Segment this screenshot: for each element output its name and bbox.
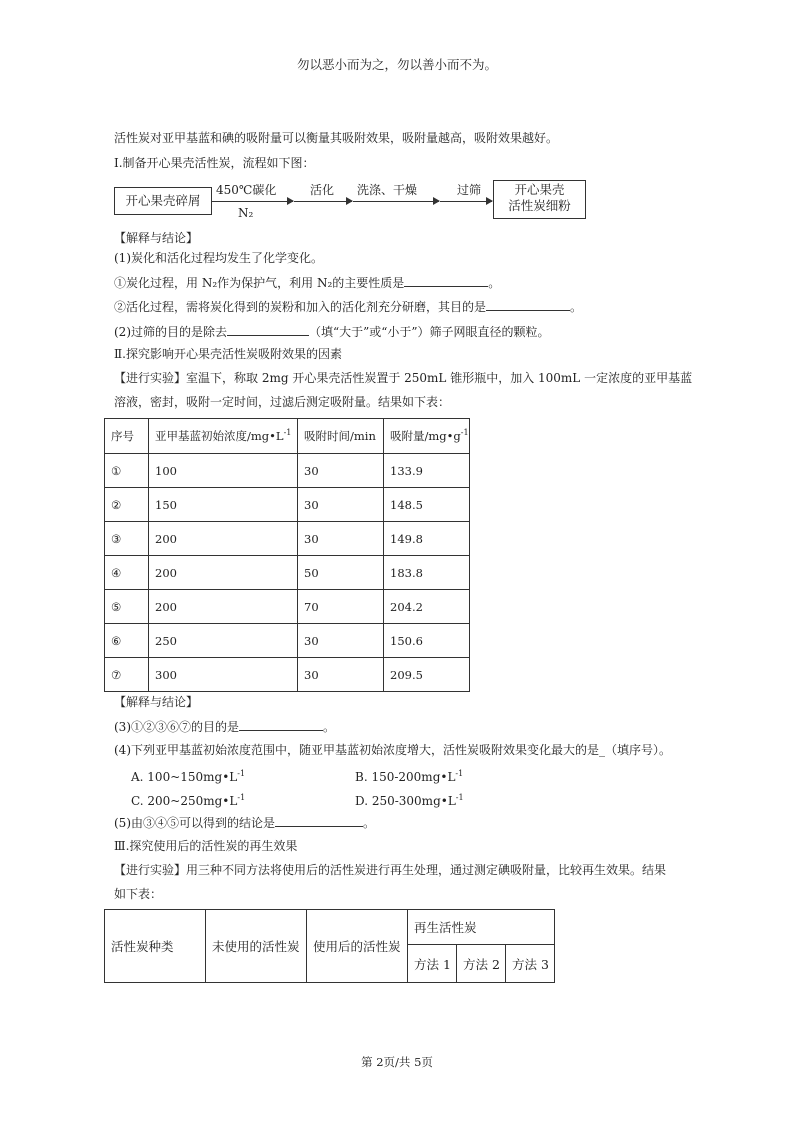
table-cell: ⑥ — [105, 624, 149, 658]
option-a[interactable] — [131, 766, 245, 785]
question-4: (4)下列亚甲基蓝初始浓度范围中，随亚甲基蓝初始浓度增大，活性炭吸附效果变化最大的是_（填序号）。 — [114, 743, 672, 757]
experiment-1-line-2: 溶液，密封，吸附一定时间，过滤后测定吸附量。结果如下表： — [114, 395, 451, 409]
option-c-text: C. 200~250mg•L — [131, 794, 238, 808]
table-cell: 150 — [149, 488, 298, 522]
table-cell: 70 — [298, 590, 384, 624]
flow-arrow-1 — [211, 201, 293, 202]
option-d-text: D. 250-300mg•L — [355, 794, 456, 808]
experiment-2-line-2: 如下表： — [114, 887, 163, 901]
question-2 — [114, 323, 550, 340]
table-row — [105, 522, 470, 556]
option-a-text: A. 100~150mg•L — [131, 770, 238, 784]
table-cell: 30 — [298, 624, 384, 658]
flow-arrow-3 — [353, 201, 439, 202]
option-d-sup: -1 — [455, 793, 464, 802]
header-index: 序号 — [105, 419, 149, 454]
option-b-sup: -1 — [455, 769, 464, 778]
question-1a-text: ①炭化过程，用 N₂作为保护气，利用 N₂的主要性质是 — [114, 276, 405, 290]
question-2-text-before: (2)过筛的目的是除去 — [114, 325, 227, 339]
flow-step3-label: 洗涤、干燥 — [357, 183, 418, 197]
flow-arrow-2 — [294, 201, 352, 202]
flow-end-box — [493, 180, 586, 219]
header-carbon-type: 活性炭种类 — [105, 910, 206, 983]
table-row — [105, 454, 470, 488]
table-row — [105, 488, 470, 522]
flow-start-box: 开心果壳碎屑 — [114, 187, 212, 215]
table-cell: ③ — [105, 522, 149, 556]
header-adsorption-text: 吸附量/mg•g — [390, 429, 461, 443]
option-b-text: B. 150-200mg•L — [355, 770, 456, 784]
page-footer: 第 2页/共 5页 — [361, 1055, 433, 1069]
table-row — [105, 590, 470, 624]
experiment-1-line-1: 【进行实验】室温下，称取 2mg 开心果壳活性炭置于 250mL 锥形瓶中，加入 100mL 一定浓度的亚甲基蓝 — [114, 371, 693, 385]
table-cell: 200 — [149, 522, 298, 556]
header-used-carbon: 使用后的活性炭 — [307, 910, 408, 983]
header-concentration — [149, 419, 298, 454]
answer-blank-3[interactable] — [239, 718, 323, 731]
table-cell: 30 — [298, 522, 384, 556]
table-cell: 100 — [149, 454, 298, 488]
table-cell: ⑦ — [105, 658, 149, 692]
question-5-text: (5)由③④⑤可以得到的结论是 — [114, 816, 275, 830]
question-1a: ①炭化过程，用 N₂作为保护气，利用 N₂的主要性质是 。 — [114, 276, 501, 290]
flow-step2-label: 活化 — [310, 183, 335, 197]
header-adsorption — [384, 419, 470, 454]
question-1b: ②活化过程，需将炭化得到的炭粉和加入的活化剂充分研磨，其目的是 。 — [114, 300, 583, 314]
question-1b-text: ②活化过程，需将炭化得到的炭粉和加入的活化剂充分研磨，其目的是 — [114, 300, 487, 314]
adsorption-results-table — [104, 418, 470, 692]
option-c-sup: -1 — [237, 793, 246, 802]
table-cell: 149.8 — [384, 522, 470, 556]
header-concentration-text: 亚甲基蓝初始浓度/mg•L — [155, 429, 284, 443]
header-method-2: 方法 2 — [457, 945, 506, 983]
table-cell: 133.9 — [384, 454, 470, 488]
table-cell: ① — [105, 454, 149, 488]
table-cell: 150.6 — [384, 624, 470, 658]
table-row — [105, 658, 470, 692]
page-header-motto: 勿以恶小而为之，勿以善小而不为。 — [296, 57, 497, 72]
table-row — [105, 624, 470, 658]
option-c[interactable] — [131, 790, 245, 809]
conclusion-heading-1: 【解释与结论】 — [114, 231, 199, 245]
table-cell: ② — [105, 488, 149, 522]
table-cell: 300 — [149, 658, 298, 692]
header-unused-carbon: 未使用的活性炭 — [206, 910, 307, 983]
option-b[interactable] — [355, 766, 463, 785]
header-concentration-sup: -1 — [283, 428, 292, 438]
header-regenerated-carbon: 再生活性炭 — [408, 910, 555, 945]
header-adsorption-sup: -1 — [460, 428, 469, 438]
table-cell: 183.8 — [384, 556, 470, 590]
table-cell: 30 — [298, 488, 384, 522]
flow-step1-gas: N₂ — [238, 206, 254, 220]
option-d[interactable] — [355, 790, 464, 809]
header-method-1: 方法 1 — [408, 945, 457, 983]
table-cell: 148.5 — [384, 488, 470, 522]
flow-end-line2: 活性炭细粉 — [508, 198, 571, 213]
intro-text: 活性炭对亚甲基蓝和碘的吸附量可以衡量其吸附效果，吸附量越高，吸附效果越好。 — [114, 131, 559, 145]
answer-blank-1a[interactable] — [404, 274, 488, 287]
header-method-3: 方法 3 — [506, 945, 555, 983]
table2-row-1 — [105, 910, 555, 945]
table-cell: 209.5 — [384, 658, 470, 692]
table-cell: ④ — [105, 556, 149, 590]
question-3: (3)①②③⑥⑦的目的是 。 — [114, 720, 336, 734]
flow-step1-label: 450℃碳化 — [216, 183, 277, 197]
part1-title: I.制备开心果壳活性炭，流程如下图： — [114, 156, 315, 170]
part3-title: Ⅲ.探究使用后的活性炭的再生效果 — [114, 839, 298, 853]
table-cell: 200 — [149, 590, 298, 624]
header-time: 吸附时间/min — [298, 419, 384, 454]
question-1: (1)炭化和活化过程均发生了化学变化。 — [114, 251, 323, 265]
answer-blank-5[interactable] — [275, 814, 363, 827]
table-cell: 30 — [298, 454, 384, 488]
answer-blank-2[interactable] — [227, 323, 309, 336]
option-a-sup: -1 — [237, 769, 246, 778]
flow-step4-label: 过筛 — [457, 183, 482, 197]
table-cell: 204.2 — [384, 590, 470, 624]
conclusion-heading-2: 【解释与结论】 — [114, 695, 199, 709]
regeneration-table — [104, 909, 555, 983]
part2-title: Ⅱ.探究影响开心果壳活性炭吸附效果的因素 — [114, 347, 342, 361]
table-row — [105, 556, 470, 590]
question-5: (5)由③④⑤可以得到的结论是 。 — [114, 816, 376, 830]
question-3-text: (3)①②③⑥⑦的目的是 — [114, 720, 239, 734]
table-cell: 50 — [298, 556, 384, 590]
table-header-row — [105, 419, 470, 454]
flow-end-line1: 开心果壳 — [514, 182, 565, 197]
table-cell: 250 — [149, 624, 298, 658]
table-cell: 30 — [298, 658, 384, 692]
answer-blank-1b[interactable] — [486, 298, 570, 311]
table-cell: 200 — [149, 556, 298, 590]
flow-arrow-4 — [440, 201, 492, 202]
experiment-2-line-1: 【进行实验】用三种不同方法将使用后的活性炭进行再生处理，通过测定碘吸附量，比较再生效果。结果 — [114, 863, 667, 877]
question-2-text-after: （填“大于”或“小于”）筛子网眼直径的颗粒。 — [309, 325, 550, 339]
table-cell: ⑤ — [105, 590, 149, 624]
